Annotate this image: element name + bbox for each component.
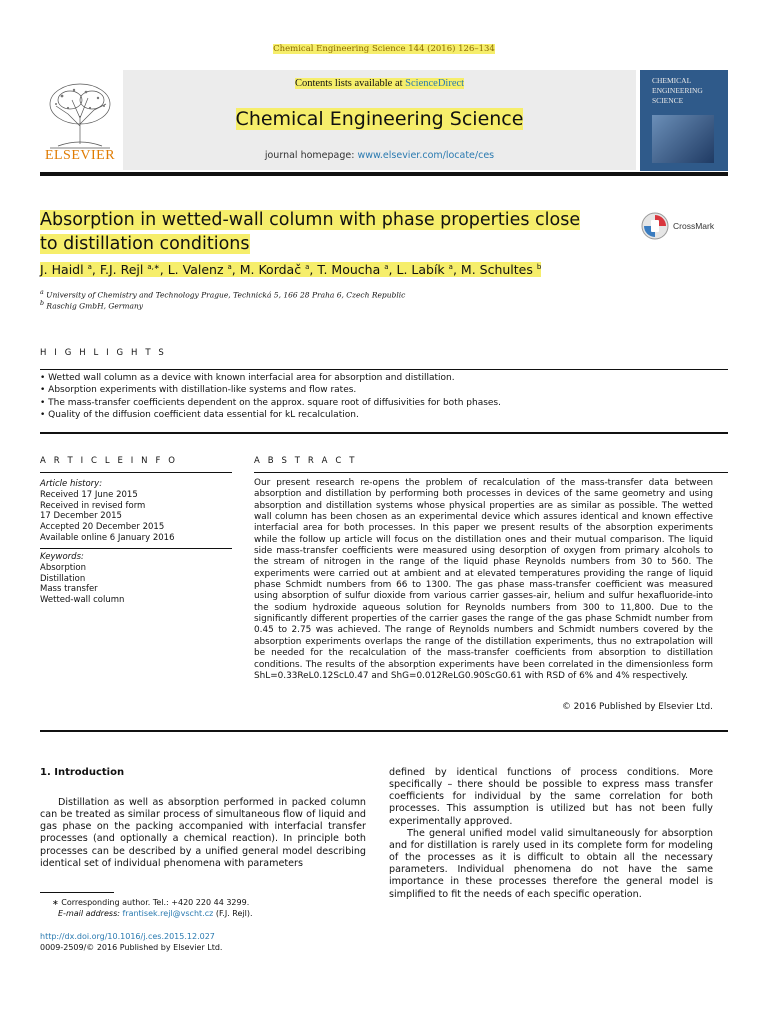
author-list: J. Haidl $^a$, F.J. Rejl $^{a,∗}$, L. Valenz $^a$, M. Kordač $^a$, T. Moucha $^a$, L. Labík $^a$, M. Schultes $^b$ bbox=[40, 262, 542, 277]
author[interactable]: T. Moucha $^a$ bbox=[317, 262, 389, 277]
body-right-column bbox=[389, 767, 713, 901]
keywords: Keywords: Absorption Distillation Mass transfer Wetted-wall column bbox=[40, 552, 220, 606]
paragraph: defined by identical functions of process conditions. More specifically – there should be possible to express mass transfer coefficients for individual by the same correlation for both processes. This assumption is utilized but has not been fully experimentally approved. bbox=[389, 767, 713, 827]
highlight-item: • The mass-transfer coefficients dependent on the approx. square root of diffusivities for both phases. bbox=[40, 397, 501, 408]
elsevier-wordmark: ELSEVIER bbox=[44, 148, 116, 163]
keyword: Absorption bbox=[40, 562, 87, 573]
article-info-heading: A R T I C L E I N F O bbox=[40, 456, 178, 466]
article-info-rule bbox=[40, 472, 232, 473]
article-history: Article history: Received 17 June 2015 Received in revised form 17 December 2015 Accepted 20 December 2015 Available online 6 January 2016 bbox=[40, 479, 175, 543]
crossmark-badge[interactable] bbox=[641, 212, 741, 240]
crossmark-icon bbox=[641, 212, 669, 240]
author[interactable]: J. Haidl $^a$ bbox=[40, 262, 92, 277]
keyword: Distillation bbox=[40, 573, 86, 584]
journal-citation[interactable]: Chemical Engineering Science 144 (2016) 126–134 bbox=[273, 44, 495, 54]
highlight-item: • Absorption experiments with distillation-like systems and flow rates. bbox=[40, 385, 357, 396]
paragraph: The general unified model valid simultaneously for absorption and for distillation is rarely used in its complete form for modeling of the processes as it is difficult to obtain all the necessary parameters. Individual phenomena do not have the same importance in these processes therefore the general model is simplified to fit the needs of each specific operation. bbox=[389, 827, 713, 900]
affiliation-b: $^b$ Raschig GmbH, Germany bbox=[40, 300, 144, 311]
abstract-heading: A B S T R A C T bbox=[254, 456, 357, 466]
highlights-list bbox=[40, 372, 728, 421]
cover-image bbox=[652, 115, 714, 163]
contents-available: Contents lists available at ScienceDirect bbox=[294, 78, 465, 89]
corresponding-author-note: ∗ Corresponding author. Tel.: +420 220 44 3299. bbox=[52, 898, 250, 907]
article-title: Absorption in wetted-wall column with phase properties close to distillation conditions bbox=[40, 210, 581, 254]
author[interactable]: M. Kordač $^a$ bbox=[239, 262, 310, 277]
crossmark-label: CrossMark bbox=[673, 221, 715, 231]
homepage-link[interactable]: www.elsevier.com/locate/ces bbox=[357, 150, 495, 161]
highlights-rule-top bbox=[40, 369, 728, 370]
author[interactable]: L. Valenz $^a$ bbox=[167, 262, 232, 277]
abstract-rule-bottom bbox=[40, 730, 728, 732]
keyword: Mass transfer bbox=[40, 584, 98, 595]
abstract-rule bbox=[254, 472, 728, 473]
author[interactable]: M. Schultes $^b$ bbox=[460, 262, 542, 277]
sciencedirect-link[interactable]: ScienceDirect bbox=[405, 78, 465, 89]
doi-link[interactable]: http://dx.doi.org/10.1016/j.ces.2015.12.027 bbox=[40, 932, 215, 941]
body-left-column bbox=[40, 797, 366, 870]
footnote-rule bbox=[40, 892, 114, 893]
paragraph: Distillation as well as absorption performed in packed column can be treated as similar process of simultaneous flow of liquid and gas phase on the packing accompanied with interfacial transfer processes (and optionally a chemical reaction). In principle both processes can be described by a unified general model describing identical set of individual phenomena with parameters bbox=[40, 797, 366, 869]
header-rule bbox=[40, 172, 728, 176]
affiliation-a: $^a$ University of Chemistry and Technology Prague, Technická 5, 166 28 Praha 6, Czech Republic bbox=[40, 289, 406, 300]
issn-copyright: 0009-2509/© 2016 Published by Elsevier Ltd. bbox=[40, 943, 223, 952]
highlight-item: • Quality of the diffusion coefficient data essential for kL recalculation. bbox=[40, 409, 359, 420]
highlights-rule-bottom bbox=[40, 432, 728, 434]
email-link[interactable]: frantisek.rejl@vscht.cz bbox=[122, 909, 214, 918]
abstract-text: Our present research re-opens the problem of recalculation of the mass-transfer data between absorption and distillation by performing both processes in devices of the same geometry and using absorption and distillation systems whose physical properties are as similar as possible. The wetted wall column has been chosen as an experimental device which assures identical and known effective interfacial area for both processes. In this paper we present results of the absorption experiments while the follow up article will focus on the distillation ones and their mutual comparison. The liquid side mass-transfer coefficients were measured using desorption of oxygen from primary alcohols to the stream of nitrogen in the range of the liquid phase Reynolds numbers from 30 to 560. The experiments were carried out at ambient and at elevated temperatures providing the range of liquid phase Schmidt numbers from 66 to 1300. The gas phase mass-transfer coefficient was measured using absorption of sulfur dioxide from various carrier gasses-air, helium and sulfur hexafluoride-into the sodium hydroxide aqueous solution for Reynolds numbers from 300 to 11,800. Due to the significantly different properties of the carrier gases the range of the gas phase Schmidt number from 0.45 to 2.75 was achieved. The range of Reynolds numbers and Schmidt numbers covered by the absorption experiments overlaps the range of the distillation experiments, thus no extrapolation will be needed for the recalculation of the mass-transfer coefficients from absorption to distillation conditions. The results of the absorption experiments have been correlated in the dimensionless form ShL=0.33ReL0.12ScL0.47 and ShG=0.012ReLG0.90ScG0.61 with RSD of 6% and 4% respectively. bbox=[254, 478, 713, 681]
author[interactable]: F.J. Rejl $^{a,∗}$ bbox=[99, 262, 160, 277]
section-heading-introduction: 1. Introduction bbox=[40, 767, 125, 778]
abstract-copyright: © 2016 Published by Elsevier Ltd. bbox=[561, 702, 713, 712]
highlight-item: • Wetted wall column as a device with known interfacial area for absorption and distillation. bbox=[40, 373, 455, 383]
keyword: Wetted-wall column bbox=[40, 595, 125, 606]
keywords-rule bbox=[40, 548, 232, 549]
author[interactable]: L. Labík $^a$ bbox=[396, 262, 453, 277]
journal-title: Chemical Engineering Science bbox=[235, 108, 524, 130]
cover-title: CHEMICAL ENGINEERING SCIENCE bbox=[652, 76, 703, 105]
email-note: E-mail address: frantisek.rejl@vscht.cz (F.J. Rejl). bbox=[58, 909, 253, 918]
highlights-heading: H I G H L I G H T S bbox=[40, 348, 167, 358]
journal-homepage: journal homepage: www.elsevier.com/locate/ces bbox=[264, 150, 495, 161]
